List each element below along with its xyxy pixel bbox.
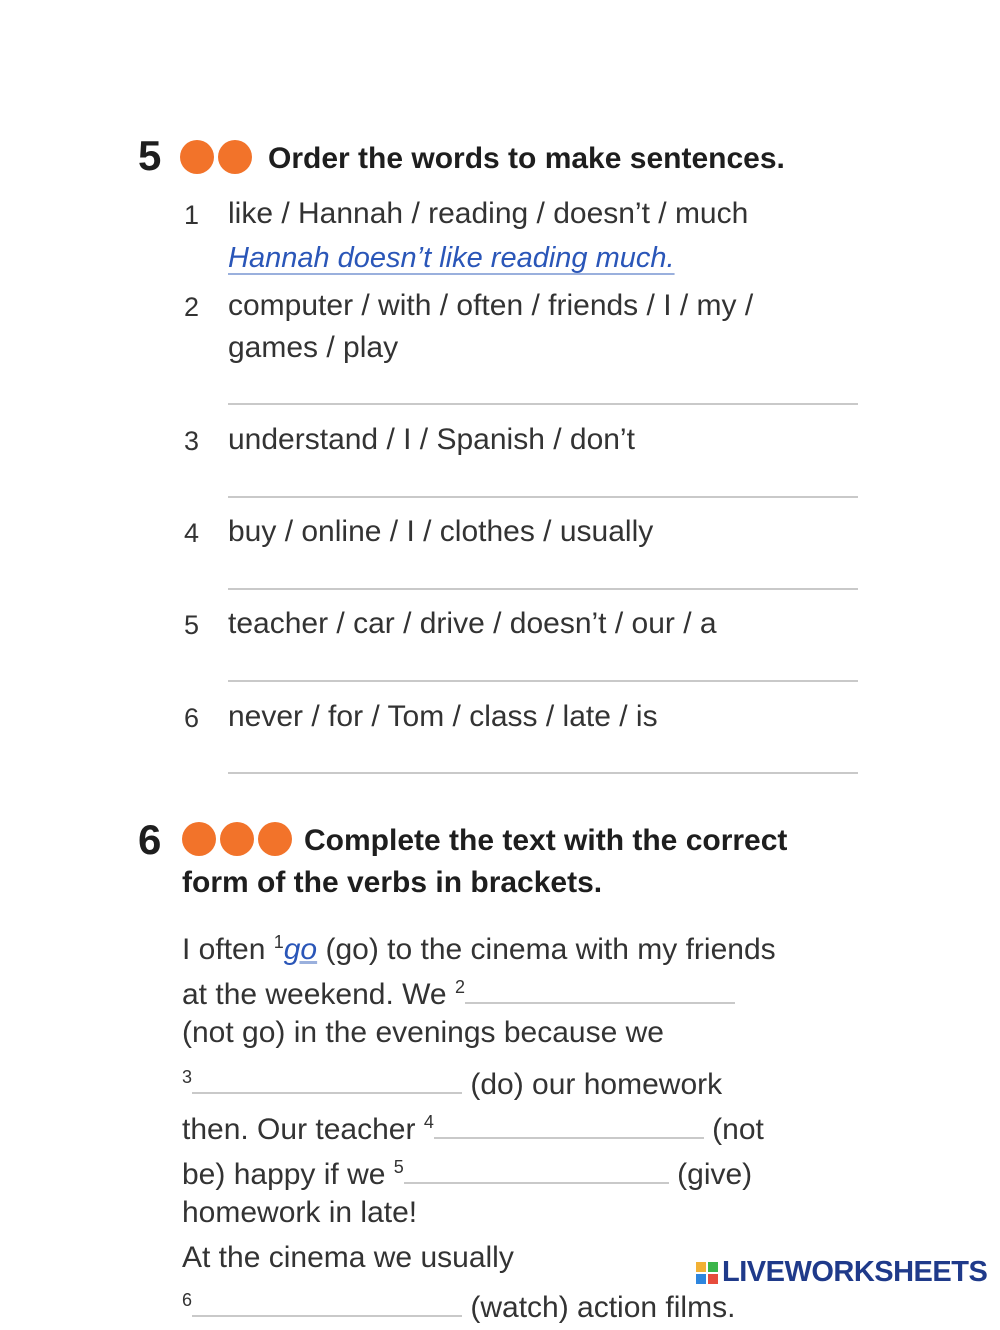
text-segment: (do) our homework [462,1068,723,1101]
liveworksheets-logo [692,1254,991,1291]
gap-input[interactable] [465,974,735,1004]
gap-input[interactable] [434,1109,704,1139]
gap-number: 4 [423,1112,434,1132]
difficulty-dot [180,140,214,174]
answer-line[interactable] [228,588,858,590]
logo-text: LIVEWORKSHEETS [722,1256,988,1288]
item-number: 3 [184,426,200,456]
answer-line[interactable] [228,403,858,405]
gap-input[interactable] [404,1154,669,1184]
word-prompt: never / for / Tom / class / late / is [228,700,658,733]
example-answer: Hannah doesn’t like reading much. [228,242,675,274]
word-prompt: like / Hannah / reading / doesn’t / much [228,197,749,230]
answer-line[interactable] [228,772,858,774]
difficulty-dot [258,822,292,856]
difficulty-dot [220,822,254,856]
text-segment: then. Our teacher [182,1113,424,1146]
item-number: 2 [184,292,200,322]
text-line: At the cinema we usually [182,1241,514,1274]
logo-square [696,1262,706,1272]
exercise-title: Complete the text with the correct [304,824,788,857]
text-segment: (watch) action films. [462,1291,736,1324]
word-prompt-continued: games / play [228,331,399,364]
logo-square [708,1262,718,1272]
exercise-number: 6 [138,816,162,863]
word-prompt: buy / online / I / clothes / usually [228,515,654,548]
gap-number: 1 [273,932,284,952]
answer-line[interactable] [228,496,858,498]
difficulty-dot [218,140,252,174]
exercise-title-continued: form of the verbs in brackets. [182,866,603,899]
difficulty-dot [182,822,216,856]
word-prompt: teacher / car / drive / doesn’t / our / a [228,607,717,640]
example-answer: go [283,933,318,966]
logo-square [708,1274,718,1284]
gap-input[interactable] [192,1064,462,1094]
text-segment: be) happy if we [182,1158,394,1191]
difficulty-dots [180,140,256,174]
text-segment: (not [703,1113,764,1146]
text-segment: (give) [668,1158,753,1191]
item-number: 1 [184,200,200,230]
text-line: homework in late! [182,1196,418,1229]
item-number: 6 [184,703,200,733]
difficulty-dots [182,822,296,856]
gap-number: 6 [182,1290,193,1310]
gap-number: 5 [393,1157,404,1177]
gap-number: 3 [182,1067,193,1087]
exercise-title: Order the words to make sentences. [268,142,785,175]
exercise-number: 5 [138,132,162,179]
exercise-6 [0,800,1000,1324]
text-segment: I often [182,933,274,966]
text-segment: at the weekend. We [182,978,455,1011]
logo-square [696,1274,706,1284]
word-prompt: understand / I / Spanish / don’t [228,423,635,456]
item-number: 4 [184,518,200,548]
gap-input[interactable] [192,1287,462,1317]
text-line: (not go) in the evenings because we [182,1016,664,1049]
word-prompt: computer / with / often / friends / I / my / [228,289,754,322]
text-line [182,1278,735,1330]
gap-number: 2 [454,977,465,997]
logo-grid-icon [696,1262,718,1284]
text-segment: (go) to the cinema with my friends [317,933,776,966]
item-number: 5 [184,610,200,640]
answer-line[interactable] [228,680,858,682]
